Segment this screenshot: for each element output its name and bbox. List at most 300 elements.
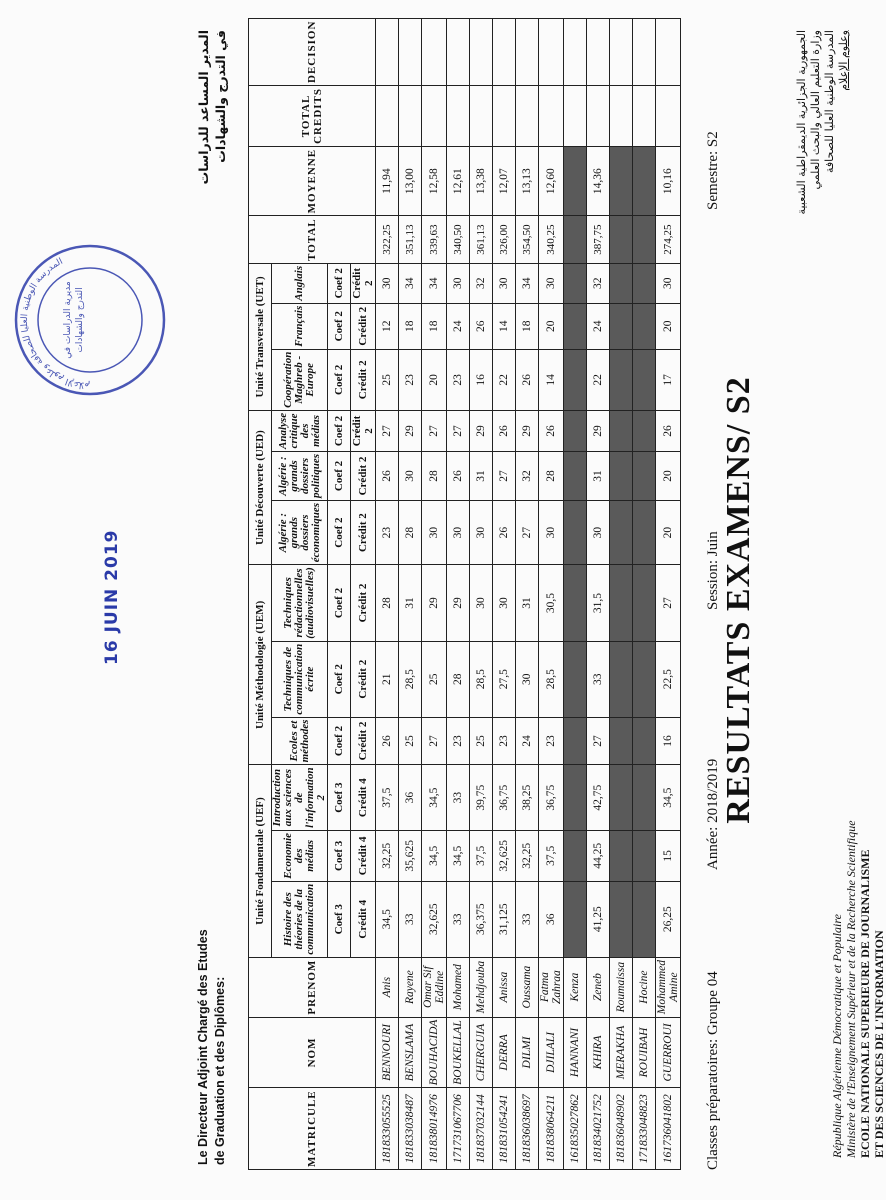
prenom-cell: Hocine bbox=[633, 957, 656, 1017]
prenom-cell: Anissa bbox=[493, 957, 516, 1017]
decision-cell bbox=[539, 18, 564, 85]
note-cell: 32,625 bbox=[493, 830, 516, 881]
coef-cell: Coef 3 bbox=[328, 881, 351, 957]
matricule-cell: 171833048823 bbox=[633, 1088, 656, 1170]
note-cell bbox=[564, 565, 587, 641]
note-cell: 26 bbox=[493, 410, 516, 451]
note-cell: 33 bbox=[447, 765, 470, 831]
total-credits-cell bbox=[564, 86, 587, 147]
note-cell: 26 bbox=[470, 303, 493, 349]
note-cell bbox=[610, 765, 633, 831]
note-cell bbox=[633, 451, 656, 500]
module-header: Economie des médias bbox=[272, 830, 328, 881]
nom-cell: GUERROUI bbox=[656, 1017, 681, 1088]
module-header: Ecoles et méthodes bbox=[272, 717, 328, 765]
note-cell: 26 bbox=[516, 349, 539, 410]
note-cell bbox=[564, 303, 587, 349]
note-cell bbox=[564, 263, 587, 303]
note-cell bbox=[610, 717, 633, 765]
matricule-cell: 181836038697 bbox=[516, 1088, 539, 1170]
note-cell bbox=[564, 500, 587, 564]
note-cell: 21 bbox=[376, 641, 399, 717]
nom-cell: KHIRA bbox=[587, 1017, 610, 1088]
table-row bbox=[470, 18, 493, 1169]
moyenne-cell: 13,38 bbox=[470, 146, 493, 215]
table-row bbox=[422, 18, 447, 1169]
total-cell bbox=[633, 216, 656, 264]
note-cell: 33 bbox=[399, 881, 422, 957]
note-cell: 34,5 bbox=[376, 881, 399, 957]
school-line-1: ECOLE NATIONALE SUPERIEURE DE JOURNALISME bbox=[858, 849, 872, 1158]
matricule-cell: 181837032144 bbox=[470, 1088, 493, 1170]
official-seal-icon bbox=[10, 240, 170, 400]
module-header: Histoire des théories de la communication bbox=[272, 881, 328, 957]
prenom-cell: Roumaissa bbox=[610, 957, 633, 1017]
note-cell bbox=[564, 765, 587, 831]
prenom-cell: Zeneb bbox=[587, 957, 610, 1017]
school-line-2: ET DES SCIENCES DE L'INFORMATION bbox=[872, 930, 886, 1158]
total-credits-cell bbox=[587, 86, 610, 147]
decision-cell bbox=[470, 18, 493, 85]
total-credits-cell bbox=[610, 86, 633, 147]
nom-cell: BENNOURI bbox=[376, 1017, 399, 1088]
credit-cell: Crédit 2 bbox=[351, 410, 376, 451]
total-cell: 351,13 bbox=[399, 216, 422, 264]
semestre-label: Semestre: S2 bbox=[705, 131, 721, 210]
total-credits-cell bbox=[470, 86, 493, 147]
note-cell: 39,75 bbox=[470, 765, 493, 831]
note-cell bbox=[564, 451, 587, 500]
module-header: Analyse critique des médias bbox=[272, 410, 328, 451]
note-cell: 28,5 bbox=[470, 641, 493, 717]
coef-cell: Coef 2 bbox=[328, 263, 351, 303]
total-cell: 354,50 bbox=[516, 216, 539, 264]
note-cell: 30 bbox=[656, 263, 681, 303]
note-cell: 20 bbox=[422, 349, 447, 410]
coef-cell: Coef 3 bbox=[328, 830, 351, 881]
note-cell: 26 bbox=[493, 500, 516, 564]
note-cell: 31,5 bbox=[587, 565, 610, 641]
note-cell: 36,375 bbox=[470, 881, 493, 957]
footer-french bbox=[195, 929, 229, 1165]
coef-cell: Coef 2 bbox=[328, 451, 351, 500]
nom-cell: HANNANI bbox=[564, 1017, 587, 1088]
note-cell: 22,5 bbox=[656, 641, 681, 717]
note-cell: 27 bbox=[447, 410, 470, 451]
note-cell: 30 bbox=[399, 451, 422, 500]
coef-cell: Coef 2 bbox=[328, 500, 351, 564]
republic-line-ar: الجمهورية الجزائرية الديمقراطية الشعبية bbox=[795, 30, 808, 215]
note-cell: 30 bbox=[539, 263, 564, 303]
note-cell: 34,5 bbox=[447, 830, 470, 881]
credit-cell: Crédit 2 bbox=[351, 263, 376, 303]
credit-cell: Crédit 2 bbox=[351, 565, 376, 641]
decision-cell bbox=[656, 18, 681, 85]
note-cell: 23 bbox=[399, 349, 422, 410]
prenom-cell: Mehdjouba bbox=[470, 957, 493, 1017]
total-credits-cell bbox=[399, 86, 422, 147]
note-cell: 35,625 bbox=[399, 830, 422, 881]
note-cell: 26 bbox=[447, 451, 470, 500]
prenom-cell: Fatma Zahraa bbox=[539, 957, 564, 1017]
matricule-cell: 161736041802 bbox=[656, 1088, 681, 1170]
results-table bbox=[248, 18, 681, 1170]
decision-cell bbox=[447, 18, 470, 85]
signatory-line-1: Le Directeur Adjoint Chargé des Etudes bbox=[196, 929, 210, 1165]
nom-header: NOM bbox=[249, 1017, 376, 1088]
annee-label: Année: 2018/2019 bbox=[705, 758, 721, 870]
note-cell: 33 bbox=[587, 641, 610, 717]
nom-cell: BOUHACIDA bbox=[422, 1017, 447, 1088]
note-cell: 36,75 bbox=[539, 765, 564, 831]
note-cell: 26 bbox=[376, 717, 399, 765]
matricule-cell: 181834021752 bbox=[587, 1088, 610, 1170]
note-cell bbox=[610, 451, 633, 500]
note-cell bbox=[633, 765, 656, 831]
note-cell: 12 bbox=[376, 303, 399, 349]
note-cell: 31 bbox=[516, 565, 539, 641]
total-cell: 339,63 bbox=[422, 216, 447, 264]
note-cell: 20 bbox=[656, 500, 681, 564]
note-cell bbox=[610, 303, 633, 349]
unit-uet-header: Unité Transversale (UET) bbox=[249, 263, 272, 410]
note-cell bbox=[564, 349, 587, 410]
note-cell: 22 bbox=[587, 349, 610, 410]
note-cell bbox=[610, 565, 633, 641]
nom-cell: DJILALI bbox=[539, 1017, 564, 1088]
note-cell bbox=[633, 263, 656, 303]
prenom-cell: Kenza bbox=[564, 957, 587, 1017]
total-cell: 361,13 bbox=[470, 216, 493, 264]
note-cell: 34 bbox=[516, 263, 539, 303]
credit-cell: Crédit 4 bbox=[351, 881, 376, 957]
page-title: RESULTATS EXAMENS/ S2 bbox=[720, 376, 757, 824]
note-cell: 27 bbox=[587, 717, 610, 765]
table-row bbox=[633, 18, 656, 1169]
prenom-cell: Mohammed Amine bbox=[656, 957, 681, 1017]
note-cell: 27 bbox=[422, 410, 447, 451]
note-cell: 37,5 bbox=[376, 765, 399, 831]
coef-cell: Coef 2 bbox=[328, 641, 351, 717]
matricule-cell: 171731067706 bbox=[447, 1088, 470, 1170]
seal-inner-text: مديرية الدراسات في التدرج والشهادات bbox=[63, 281, 85, 359]
footer-arabic bbox=[195, 30, 229, 184]
note-cell: 32,25 bbox=[516, 830, 539, 881]
note-cell: 28 bbox=[422, 451, 447, 500]
coef-cell: Coef 2 bbox=[328, 565, 351, 641]
note-cell: 30 bbox=[470, 500, 493, 564]
table-row bbox=[610, 18, 633, 1169]
note-cell: 26 bbox=[656, 410, 681, 451]
session-label: Session: Juin bbox=[705, 531, 721, 610]
note-cell: 16 bbox=[470, 349, 493, 410]
republic-line: République Algérienne Démocratique et Populaire bbox=[830, 914, 844, 1158]
note-cell bbox=[610, 349, 633, 410]
note-cell: 36 bbox=[539, 881, 564, 957]
decision-cell bbox=[376, 18, 399, 85]
note-cell bbox=[564, 881, 587, 957]
note-cell: 37,5 bbox=[470, 830, 493, 881]
header-arabic bbox=[795, 30, 851, 390]
ministry-line-ar: وزارة التعليم العالي والبحث العلمي bbox=[809, 30, 822, 190]
note-cell bbox=[633, 641, 656, 717]
table-row bbox=[656, 18, 681, 1169]
total-credits-cell bbox=[493, 86, 516, 147]
prenom-cell: Mohamed bbox=[447, 957, 470, 1017]
header-french bbox=[830, 820, 886, 1158]
note-cell bbox=[610, 263, 633, 303]
moyenne-cell: 13,00 bbox=[399, 146, 422, 215]
moyenne-cell: 14,36 bbox=[587, 146, 610, 215]
moyenne-cell: 12,07 bbox=[493, 146, 516, 215]
moyenne-header: MOYENNE bbox=[249, 146, 376, 215]
note-cell bbox=[633, 410, 656, 451]
note-cell: 30 bbox=[447, 263, 470, 303]
note-cell: 23 bbox=[539, 717, 564, 765]
note-cell bbox=[564, 641, 587, 717]
school-line-ar-1: المدرسة الوطنية العليا للصحافة bbox=[823, 30, 836, 174]
moyenne-cell: 11,94 bbox=[376, 146, 399, 215]
note-cell: 31 bbox=[587, 451, 610, 500]
note-cell: 33 bbox=[447, 881, 470, 957]
note-cell: 41,25 bbox=[587, 881, 610, 957]
total-credits-cell bbox=[516, 86, 539, 147]
unit-uef-header: Unité Fondamentale (UEF) bbox=[249, 765, 272, 957]
note-cell: 24 bbox=[447, 303, 470, 349]
classes-label: Classes préparatoires: Groupe 04 bbox=[705, 971, 721, 1170]
note-cell: 20 bbox=[656, 451, 681, 500]
note-cell: 32,25 bbox=[376, 830, 399, 881]
table-row bbox=[376, 18, 399, 1169]
coef-cell: Coef 2 bbox=[328, 717, 351, 765]
note-cell: 25 bbox=[470, 717, 493, 765]
note-cell: 29 bbox=[447, 565, 470, 641]
note-cell bbox=[610, 500, 633, 564]
note-cell: 32,625 bbox=[422, 881, 447, 957]
coef-cell: Coef 2 bbox=[328, 303, 351, 349]
note-cell: 30,5 bbox=[539, 565, 564, 641]
note-cell: 28 bbox=[376, 565, 399, 641]
moyenne-cell bbox=[610, 146, 633, 215]
decision-header: DECISION bbox=[249, 18, 376, 85]
decision-cell bbox=[564, 18, 587, 85]
credit-cell: Crédit 2 bbox=[351, 303, 376, 349]
module-header: Introduction aux sciences de l'information 2 bbox=[272, 765, 328, 831]
moyenne-cell bbox=[564, 146, 587, 215]
total-header: TOTAL bbox=[249, 216, 376, 264]
note-cell: 28 bbox=[539, 451, 564, 500]
total-cell: 322,25 bbox=[376, 216, 399, 264]
total-cell: 326,00 bbox=[493, 216, 516, 264]
decision-cell bbox=[493, 18, 516, 85]
matricule-cell: 181838014976 bbox=[422, 1088, 447, 1170]
credit-cell: Crédit 2 bbox=[351, 451, 376, 500]
credit-cell: Crédit 4 bbox=[351, 765, 376, 831]
note-cell: 32 bbox=[516, 451, 539, 500]
note-cell: 37,5 bbox=[539, 830, 564, 881]
table-row bbox=[516, 18, 539, 1169]
credit-cell: Crédit 2 bbox=[351, 349, 376, 410]
unit-uem-header: Unité Méthodologie (UEM) bbox=[249, 565, 272, 765]
note-cell: 30 bbox=[493, 263, 516, 303]
note-cell: 30 bbox=[376, 263, 399, 303]
prenom-header: PRENOM bbox=[249, 957, 376, 1017]
decision-cell bbox=[587, 18, 610, 85]
total-credits-header: TOTAL CREDITS bbox=[249, 86, 376, 147]
note-cell: 18 bbox=[422, 303, 447, 349]
note-cell: 28 bbox=[447, 641, 470, 717]
note-cell: 17 bbox=[656, 349, 681, 410]
note-cell: 34,5 bbox=[422, 830, 447, 881]
prenom-cell: Rayene bbox=[399, 957, 422, 1017]
matricule-cell: 161835027862 bbox=[564, 1088, 587, 1170]
note-cell: 20 bbox=[656, 303, 681, 349]
note-cell: 31 bbox=[399, 565, 422, 641]
note-cell: 36,75 bbox=[493, 765, 516, 831]
note-cell: 27 bbox=[376, 410, 399, 451]
nom-cell: ROUIBAH bbox=[633, 1017, 656, 1088]
note-cell bbox=[564, 830, 587, 881]
note-cell: 29 bbox=[516, 410, 539, 451]
nom-cell: MERAKHA bbox=[610, 1017, 633, 1088]
note-cell bbox=[633, 565, 656, 641]
note-cell bbox=[610, 641, 633, 717]
note-cell: 14 bbox=[493, 303, 516, 349]
module-header: Techniques rédactionnelles (audiovisuelles) bbox=[272, 565, 328, 641]
decision-cell bbox=[633, 18, 656, 85]
date-stamp: 16 JUIN 2019 bbox=[102, 529, 122, 665]
total-cell bbox=[610, 216, 633, 264]
coef-cell: Coef 2 bbox=[328, 410, 351, 451]
total-cell: 274,25 bbox=[656, 216, 681, 264]
seal-outer-text: المدرسة الوطنية العليا للصحافة وعلوم الإعلام bbox=[19, 256, 91, 391]
moyenne-cell: 12,58 bbox=[422, 146, 447, 215]
table-row bbox=[493, 18, 516, 1169]
note-cell: 29 bbox=[399, 410, 422, 451]
table-row bbox=[447, 18, 470, 1169]
credit-cell: Crédit 2 bbox=[351, 641, 376, 717]
note-cell: 24 bbox=[516, 717, 539, 765]
school-line-ar-2: وعلوم الإعلام bbox=[837, 30, 850, 91]
table-row bbox=[539, 18, 564, 1169]
credit-cell: Crédit 2 bbox=[351, 500, 376, 564]
coef-cell: Coef 2 bbox=[328, 349, 351, 410]
note-cell: 30 bbox=[470, 565, 493, 641]
note-cell: 23 bbox=[493, 717, 516, 765]
moyenne-cell: 10,16 bbox=[656, 146, 681, 215]
total-cell bbox=[564, 216, 587, 264]
credit-cell: Crédit 2 bbox=[351, 717, 376, 765]
note-cell: 30 bbox=[493, 565, 516, 641]
note-cell: 23 bbox=[376, 500, 399, 564]
note-cell: 34,5 bbox=[656, 765, 681, 831]
signatory-ar-1: المدير المساعد للدراسات bbox=[196, 30, 211, 185]
note-cell: 38,25 bbox=[516, 765, 539, 831]
note-cell: 25 bbox=[422, 641, 447, 717]
moyenne-cell: 13,13 bbox=[516, 146, 539, 215]
module-header: Algérie : grands dossiers politiques bbox=[272, 451, 328, 500]
note-cell bbox=[633, 500, 656, 564]
matricule-cell: 181833055525 bbox=[376, 1088, 399, 1170]
note-cell: 29 bbox=[470, 410, 493, 451]
note-cell bbox=[610, 410, 633, 451]
note-cell: 20 bbox=[539, 303, 564, 349]
table-row bbox=[587, 18, 610, 1169]
note-cell: 26 bbox=[376, 451, 399, 500]
note-cell: 14 bbox=[539, 349, 564, 410]
note-cell: 25 bbox=[399, 717, 422, 765]
decision-cell bbox=[399, 18, 422, 85]
note-cell bbox=[633, 349, 656, 410]
matricule-cell: 181831054241 bbox=[493, 1088, 516, 1170]
matricule-cell: 181838064211 bbox=[539, 1088, 564, 1170]
note-cell: 29 bbox=[587, 410, 610, 451]
note-cell: 18 bbox=[399, 303, 422, 349]
nom-cell: BOUKELLAL bbox=[447, 1017, 470, 1088]
note-cell: 18 bbox=[516, 303, 539, 349]
matricule-cell: 181836048902 bbox=[610, 1088, 633, 1170]
note-cell: 23 bbox=[447, 717, 470, 765]
note-cell: 23 bbox=[447, 349, 470, 410]
total-credits-cell bbox=[633, 86, 656, 147]
note-cell: 33 bbox=[516, 881, 539, 957]
note-cell: 24 bbox=[587, 303, 610, 349]
note-cell: 32 bbox=[587, 263, 610, 303]
table-row bbox=[399, 18, 422, 1169]
note-cell: 30 bbox=[587, 500, 610, 564]
note-cell: 32 bbox=[470, 263, 493, 303]
note-cell bbox=[633, 830, 656, 881]
total-credits-cell bbox=[422, 86, 447, 147]
module-header: Algérie : grands dossiers économiques bbox=[272, 500, 328, 564]
note-cell: 27,5 bbox=[493, 641, 516, 717]
module-header: Coopération Maghreb - Europe bbox=[272, 349, 328, 410]
note-cell: 31,125 bbox=[493, 881, 516, 957]
note-cell bbox=[610, 830, 633, 881]
nom-cell: DILMI bbox=[516, 1017, 539, 1088]
signatory-line-2: de Graduation et des Diplômes: bbox=[213, 976, 227, 1165]
note-cell bbox=[633, 303, 656, 349]
total-credits-cell bbox=[656, 86, 681, 147]
note-cell bbox=[633, 717, 656, 765]
note-cell: 30 bbox=[422, 500, 447, 564]
module-header: Anglais bbox=[272, 263, 328, 303]
note-cell: 16 bbox=[656, 717, 681, 765]
coef-cell: Coef 3 bbox=[328, 765, 351, 831]
note-cell: 44,25 bbox=[587, 830, 610, 881]
note-cell: 27 bbox=[516, 500, 539, 564]
matricule-cell: 181833038487 bbox=[399, 1088, 422, 1170]
note-cell: 27 bbox=[422, 717, 447, 765]
note-cell: 42,75 bbox=[587, 765, 610, 831]
decision-cell bbox=[422, 18, 447, 85]
moyenne-cell bbox=[633, 146, 656, 215]
ministry-line: Ministère de l'Enseignement Supérieur et de la Recherche Scientifique bbox=[844, 820, 858, 1158]
moyenne-cell: 12,61 bbox=[447, 146, 470, 215]
prenom-cell: Omar Sif Eddine bbox=[422, 957, 447, 1017]
credit-cell: Crédit 4 bbox=[351, 830, 376, 881]
signatory-ar-2: في التدرج والشهادات bbox=[213, 30, 228, 163]
total-credits-cell bbox=[376, 86, 399, 147]
moyenne-cell: 12,60 bbox=[539, 146, 564, 215]
table-row bbox=[564, 18, 587, 1169]
note-cell: 27 bbox=[493, 451, 516, 500]
total-cell: 340,50 bbox=[447, 216, 470, 264]
prenom-cell: Oussama bbox=[516, 957, 539, 1017]
note-cell: 30 bbox=[539, 500, 564, 564]
total-credits-cell bbox=[447, 86, 470, 147]
note-cell: 26 bbox=[539, 410, 564, 451]
